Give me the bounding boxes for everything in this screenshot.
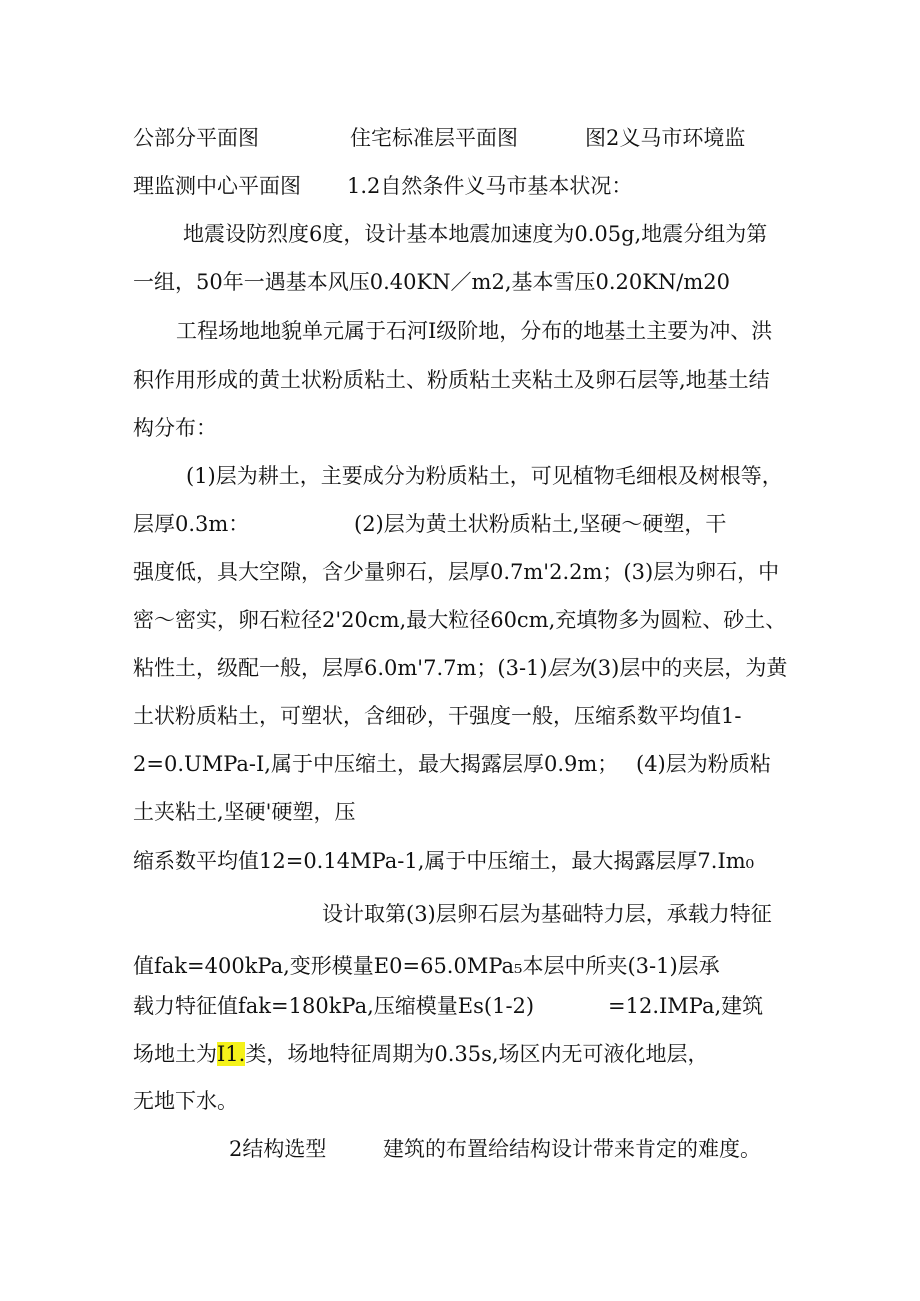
- layers-line5: [133, 654, 787, 682]
- layers-line1: (1)层为耕土，主要成分为粉质粘土，可见植物毛细根及树根等，: [186, 464, 783, 488]
- design-line4: [133, 1040, 709, 1068]
- seismic-paragraph-line2: 一组，50年一遇基本风压0.40KN／m2,基本雪压0.20KN/m20: [133, 270, 731, 294]
- layers-line5-italic: 层为: [547, 656, 590, 680]
- highlighted-site-class: I1.: [217, 1042, 246, 1066]
- layers-line7a: 2=0.UMPa-I,属于中压缩土，最大揭露层厚0.9m；: [133, 752, 619, 776]
- layers-line2a: 层厚0.3m：: [133, 512, 250, 536]
- design-line2: 值fak=400kPa,变形模量E0=65.0MPa₅本层中所夹(3-1)层承: [133, 954, 720, 978]
- seismic-paragraph-line1: 地震设防烈度6度，设计基本地震加速度为0.05g,地震分组为第: [183, 222, 768, 246]
- section-2-heading: 2结构选型: [229, 1137, 327, 1161]
- section-1-2-heading: 1.2自然条件义马市基本状况：: [347, 174, 633, 198]
- caption-residential-plan: 住宅标准层平面图: [350, 126, 518, 150]
- layers-line4: 密～密实，卵石粒径2'20cm,最大粒径60cm,充填物多为圆粒、砂土、: [133, 608, 787, 632]
- caption-fig2-part2: 理监测中心平面图: [133, 174, 301, 198]
- section-2-text: 建筑的布置给结构设计带来肯定的难度。: [383, 1137, 761, 1161]
- design-line5: 无地下水。: [133, 1089, 238, 1113]
- design-line4-part2: 类，场地特征周期为0.35s,场区内无可液化地层，: [245, 1042, 709, 1066]
- layers-line5-part3: (3)层中的夹层，为黄: [589, 656, 788, 680]
- site-paragraph-line2: 积作用形成的黄土状粉质粘土、粉质粘土夹粘土及卵石层等,地基土结: [133, 368, 770, 392]
- site-paragraph-line3: 构分布：: [133, 416, 217, 440]
- layers-line7b: (4)层为粉质粘: [636, 752, 771, 776]
- design-line4-part1: 场地土为: [133, 1042, 217, 1066]
- caption-fig2-part1: 图2义马市环境监: [585, 126, 746, 150]
- caption-public-plan: 公部分平面图: [133, 126, 259, 150]
- layers-line5-part1: 粘性土，级配一般，层厚6.0m'7.7m；(3-1): [133, 656, 548, 680]
- design-line3a: 载力特征值fak=180kPa,压缩模量Es(1-2): [133, 994, 535, 1018]
- design-line1: 设计取第(3)层卵石层为基础特力层，承载力特征: [322, 902, 772, 926]
- layers-line3: 强度低，具大空隙，含少量卵石，层厚0.7m'2.2m；(3)层为卵石，中: [133, 560, 780, 584]
- layers-line9: 缩系数平均值12=0.14MPa-1,属于中压缩土，最大揭露层厚7.Im₀: [133, 849, 755, 873]
- layers-line6: 土状粉质粘土，可塑状，含细砂，干强度一般，压缩系数平均值1-: [133, 704, 742, 728]
- design-line3b: =12.IMPa,建筑: [608, 994, 764, 1018]
- layers-line8: 土夹粘土,坚硬'硬塑，压: [133, 800, 356, 824]
- layers-line2b: (2)层为黄土状粉质粘土,坚硬～硬塑，干: [354, 512, 727, 536]
- site-paragraph-line1: 工程场地地貌单元属于石河I级阶地，分布的地基土主要为冲、洪: [176, 319, 773, 343]
